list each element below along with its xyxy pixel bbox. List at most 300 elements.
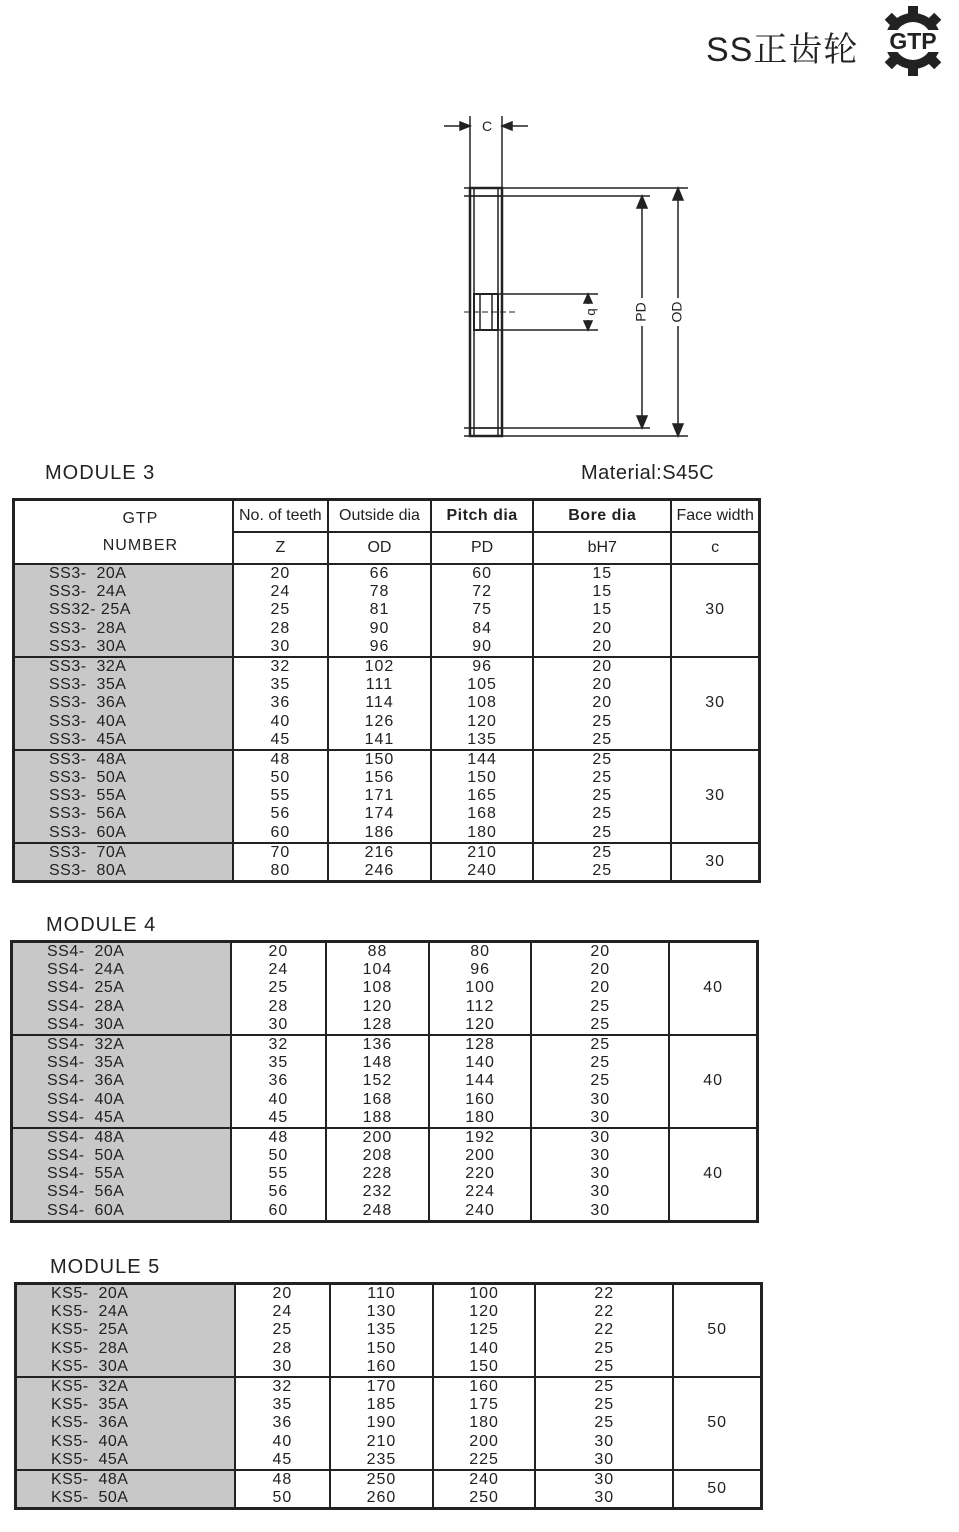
face-width-cell: 40 <box>669 942 757 1035</box>
value: 128 <box>362 1015 393 1033</box>
value: 81 <box>369 601 390 619</box>
value: SS4- 20A <box>47 943 125 960</box>
value: 130 <box>366 1303 397 1321</box>
value: SS4- 25A <box>47 979 125 997</box>
value: 40 <box>270 712 291 730</box>
value: 20 <box>592 657 613 675</box>
value: 128 <box>465 1035 495 1053</box>
material-label: Material:S45C <box>581 462 715 484</box>
gtp-gear-logo <box>872 6 954 76</box>
value: SS3- 28A <box>49 619 127 637</box>
value: 25 <box>594 1339 615 1357</box>
value: 160 <box>366 1357 397 1375</box>
pitch-dia-cell <box>431 564 533 657</box>
value: 30 <box>590 1183 611 1201</box>
value: 30 <box>590 1165 611 1183</box>
pitch-dia-cell <box>429 942 531 1035</box>
value: 25 <box>592 823 613 841</box>
outside-dia-cell <box>330 1377 433 1470</box>
value: 180 <box>465 1108 495 1126</box>
value: KS5- 48A <box>51 1470 129 1488</box>
value: SS3- 56A <box>49 805 127 823</box>
face-width-cell: 40 <box>669 1128 757 1221</box>
value: 72 <box>472 583 492 601</box>
value: 30 <box>590 1201 611 1219</box>
group-row <box>16 1377 762 1470</box>
value: SS4- 35A <box>47 1054 125 1072</box>
value: SS4- 40A <box>47 1090 125 1108</box>
value: 45 <box>272 1450 293 1468</box>
bore-dia-cell <box>533 750 671 843</box>
dim-label-od: OD <box>668 301 685 323</box>
value: SS4- 30A <box>47 1015 125 1033</box>
value: 100 <box>469 1285 499 1302</box>
group-row <box>14 750 760 843</box>
value: 186 <box>364 823 395 841</box>
outside-dia-cell <box>326 1035 429 1128</box>
value: 225 <box>469 1450 499 1468</box>
value: 126 <box>364 712 395 730</box>
value: SS3- 50A <box>49 769 127 787</box>
value: 25 <box>592 750 613 768</box>
gtp-number-cell <box>14 564 233 657</box>
value: SS3- 20A <box>49 565 127 582</box>
value: 25 <box>590 1015 611 1033</box>
value: 240 <box>467 862 497 879</box>
outside-dia-cell <box>330 1284 433 1377</box>
value: 135 <box>467 730 497 748</box>
value: 25 <box>592 712 613 730</box>
header-teeth: No. of teeth <box>233 500 328 533</box>
value: 24 <box>272 1303 293 1321</box>
value: 250 <box>469 1489 499 1507</box>
value: 140 <box>469 1339 499 1357</box>
value: 156 <box>364 769 395 787</box>
value: 20 <box>592 676 613 694</box>
value: 188 <box>362 1108 393 1126</box>
header-bore: Bore dia <box>533 500 671 533</box>
pitch-dia-cell <box>433 1470 535 1509</box>
value: 104 <box>362 961 393 979</box>
value: 150 <box>467 769 497 787</box>
value: SS4- 60A <box>47 1201 125 1219</box>
value: 55 <box>270 787 291 805</box>
gtp-number-cell <box>12 1128 231 1221</box>
group-row <box>12 1035 758 1128</box>
header-pitch: Pitch dia <box>431 500 533 533</box>
value: 25 <box>594 1414 615 1432</box>
value: 135 <box>366 1321 397 1339</box>
value: 120 <box>469 1303 499 1321</box>
value: 35 <box>268 1054 289 1072</box>
value: KS5- 30A <box>51 1357 129 1375</box>
value: SS3- 48A <box>49 750 127 768</box>
value: 24 <box>268 961 289 979</box>
value: 25 <box>590 1054 611 1072</box>
value: 20 <box>590 979 611 997</box>
pitch-dia-cell <box>431 657 533 750</box>
header-pd: PD <box>431 532 533 564</box>
value: 15 <box>592 601 613 619</box>
value: SS3- 45A <box>49 730 127 748</box>
gtp-number-cell <box>16 1377 235 1470</box>
bore-dia-cell <box>531 1128 669 1221</box>
value: 148 <box>362 1054 393 1072</box>
gtp-number-cell <box>12 942 231 1035</box>
value: SS4- 36A <box>47 1072 125 1090</box>
value: 185 <box>366 1396 397 1414</box>
gtp-number-cell <box>16 1284 235 1377</box>
value: 20 <box>592 637 613 655</box>
value: 90 <box>369 619 390 637</box>
value: 210 <box>366 1432 397 1450</box>
value: 110 <box>367 1285 396 1302</box>
face-width-cell: 40 <box>669 1035 757 1128</box>
value: KS5- 20A <box>51 1285 129 1302</box>
value: SS3- 70A <box>49 843 127 861</box>
value: 36 <box>270 694 291 712</box>
value: 66 <box>369 565 390 582</box>
value: 246 <box>364 862 395 879</box>
value: 125 <box>469 1321 499 1339</box>
group-row <box>14 843 760 882</box>
face-width-cell: 30 <box>671 843 759 882</box>
face-width-cell: 50 <box>673 1377 761 1470</box>
value: 30 <box>590 1128 611 1146</box>
value: SS4- 55A <box>47 1165 125 1183</box>
value: 232 <box>362 1183 393 1201</box>
gtp-number-cell <box>12 1035 231 1128</box>
value: 165 <box>467 787 497 805</box>
value: 15 <box>592 565 613 582</box>
value: 30 <box>270 637 291 655</box>
value: 105 <box>467 676 497 694</box>
header-z: Z <box>233 532 328 564</box>
value: 112 <box>465 997 495 1015</box>
value: 25 <box>590 997 611 1015</box>
value: 200 <box>362 1128 393 1146</box>
outside-dia-cell <box>326 1128 429 1221</box>
value: 75 <box>472 601 492 619</box>
value: 102 <box>364 657 395 675</box>
module-4-label: MODULE 4 <box>46 914 157 936</box>
value: 168 <box>362 1090 393 1108</box>
value: 260 <box>366 1489 397 1507</box>
value: 25 <box>594 1357 615 1375</box>
value: 25 <box>592 862 613 879</box>
value: 140 <box>465 1054 495 1072</box>
value: SS4- 50A <box>47 1147 125 1165</box>
outside-dia-cell <box>328 564 431 657</box>
value: SS4- 56A <box>47 1183 125 1201</box>
header-od: OD <box>328 532 431 564</box>
gtp-number-cell <box>14 750 233 843</box>
value: 20 <box>592 694 613 712</box>
value: 48 <box>272 1470 293 1488</box>
value: 240 <box>469 1470 499 1488</box>
teeth-cell <box>233 564 328 657</box>
bore-dia-cell <box>533 564 671 657</box>
teeth-cell <box>231 1128 326 1221</box>
value: 90 <box>472 637 492 655</box>
value: KS5- 40A <box>51 1432 129 1450</box>
value: 144 <box>465 1072 495 1090</box>
value: SS3- 80A <box>49 862 127 879</box>
dim-label-pd: PD <box>632 302 649 322</box>
value: SS3- 30A <box>49 637 127 655</box>
value: 25 <box>270 601 291 619</box>
value: 30 <box>590 1090 611 1108</box>
value: 56 <box>270 805 291 823</box>
value: 20 <box>590 943 611 960</box>
value: 25 <box>594 1377 615 1395</box>
value: 152 <box>362 1072 393 1090</box>
value: 160 <box>465 1090 495 1108</box>
value: 25 <box>592 787 613 805</box>
value: 60 <box>270 823 291 841</box>
outside-dia-cell <box>326 942 429 1035</box>
value: 30 <box>590 1108 611 1126</box>
page-title: SS正齿轮 <box>706 31 859 69</box>
pitch-dia-cell <box>433 1377 535 1470</box>
gtp-number-cell <box>14 657 233 750</box>
value: 30 <box>590 1147 611 1165</box>
value: KS5- 24A <box>51 1303 129 1321</box>
value: 136 <box>362 1035 393 1053</box>
value: 170 <box>366 1377 397 1395</box>
value: 32 <box>270 657 291 675</box>
outside-dia-cell <box>328 657 431 750</box>
value: 55 <box>268 1165 289 1183</box>
value: SS3- 36A <box>49 694 127 712</box>
value: 25 <box>272 1321 293 1339</box>
value: 28 <box>270 619 291 637</box>
value: SS4- 28A <box>47 997 125 1015</box>
value: 220 <box>465 1165 495 1183</box>
value: 70 <box>270 843 291 861</box>
value: 50 <box>270 769 291 787</box>
value: 60 <box>472 565 492 582</box>
value: 250 <box>366 1470 397 1488</box>
face-width-cell: 50 <box>673 1284 761 1377</box>
value: 28 <box>268 997 289 1015</box>
value: 45 <box>268 1108 289 1126</box>
value: 25 <box>268 979 289 997</box>
teeth-cell <box>231 1035 326 1128</box>
value: 216 <box>364 843 395 861</box>
dim-label-c: C <box>481 118 493 134</box>
group-row <box>12 942 758 1035</box>
value: 210 <box>467 843 497 861</box>
value: 120 <box>467 712 497 730</box>
value: 20 <box>272 1285 293 1302</box>
pitch-dia-cell <box>429 1035 531 1128</box>
value: 30 <box>594 1432 615 1450</box>
value: 56 <box>268 1183 289 1201</box>
value: SS3- 55A <box>49 787 127 805</box>
value: SS4- 48A <box>47 1128 125 1146</box>
value: 240 <box>465 1201 495 1219</box>
value: 45 <box>270 730 291 748</box>
group-row <box>16 1470 762 1509</box>
value: 80 <box>270 862 291 879</box>
value: 141 <box>364 730 395 748</box>
module-3-table <box>12 498 761 883</box>
value: 175 <box>469 1396 499 1414</box>
face-width-cell: 30 <box>671 750 759 843</box>
bore-dia-cell <box>535 1377 673 1470</box>
value: 25 <box>590 1035 611 1053</box>
group-row <box>12 1128 758 1221</box>
value: 200 <box>465 1147 495 1165</box>
value: 35 <box>270 676 291 694</box>
value: 100 <box>465 979 495 997</box>
teeth-cell <box>235 1377 330 1470</box>
value: SS4- 45A <box>47 1108 125 1126</box>
value: 32 <box>272 1377 293 1395</box>
value: 168 <box>467 805 497 823</box>
value: 200 <box>469 1432 499 1450</box>
group-row <box>14 657 760 750</box>
value: 15 <box>592 583 613 601</box>
value: SS3- 24A <box>49 583 127 601</box>
bore-dia-cell <box>535 1284 673 1377</box>
value: 22 <box>594 1321 615 1339</box>
value: KS5- 28A <box>51 1339 129 1357</box>
value: 150 <box>469 1357 499 1375</box>
value: 25 <box>590 1072 611 1090</box>
value: 30 <box>268 1015 289 1033</box>
value: 180 <box>469 1414 499 1432</box>
value: 25 <box>592 730 613 748</box>
value: 20 <box>270 565 291 582</box>
gtp-number-cell <box>14 843 233 882</box>
value: SS3- 35A <box>49 676 127 694</box>
bore-dia-cell <box>531 1035 669 1128</box>
teeth-cell <box>233 750 328 843</box>
value: 88 <box>367 943 388 960</box>
value: 25 <box>592 843 613 861</box>
value: 192 <box>465 1128 495 1146</box>
value: KS5- 36A <box>51 1414 129 1432</box>
group-row <box>16 1284 762 1377</box>
value: KS5- 50A <box>51 1489 129 1507</box>
value: 96 <box>369 637 390 655</box>
module-3-label: MODULE 3 <box>45 462 156 484</box>
value: SS3- 60A <box>49 823 127 841</box>
header-c: c <box>671 532 759 564</box>
module-4-table <box>10 940 759 1223</box>
value: 84 <box>472 619 492 637</box>
value: 50 <box>272 1489 293 1507</box>
outside-dia-cell <box>330 1470 433 1509</box>
value: 60 <box>268 1201 289 1219</box>
value: 150 <box>364 750 395 768</box>
pitch-dia-cell <box>431 750 533 843</box>
value: 20 <box>592 619 613 637</box>
value: KS5- 32A <box>51 1377 129 1395</box>
value: 22 <box>594 1303 615 1321</box>
value: 120 <box>362 997 393 1015</box>
value: 25 <box>592 805 613 823</box>
dim-label-b: b <box>585 308 600 316</box>
value: 224 <box>465 1183 495 1201</box>
teeth-cell <box>233 843 328 882</box>
value: 150 <box>366 1339 397 1357</box>
value: 144 <box>467 750 497 768</box>
value: 22 <box>594 1285 615 1302</box>
teeth-cell <box>235 1284 330 1377</box>
value: 108 <box>362 979 393 997</box>
value: 32 <box>268 1035 289 1053</box>
value: 80 <box>470 943 490 960</box>
value: 248 <box>362 1201 393 1219</box>
value: 78 <box>369 583 390 601</box>
value: 174 <box>364 805 395 823</box>
header-face: Face width <box>671 500 759 533</box>
value: 235 <box>366 1450 397 1468</box>
value: 40 <box>272 1432 293 1450</box>
value: 30 <box>594 1470 615 1488</box>
teeth-cell <box>233 657 328 750</box>
value: 20 <box>590 961 611 979</box>
face-width-cell: 30 <box>671 657 759 750</box>
value: 114 <box>365 694 394 712</box>
header-bh7: bH7 <box>533 532 671 564</box>
face-width-cell: 50 <box>673 1470 761 1509</box>
gear-dimension-drawing <box>440 110 700 450</box>
brand-text: GTP <box>889 28 937 54</box>
bore-dia-cell <box>533 843 671 882</box>
header-gtp-number: GTP NUMBER <box>14 500 233 565</box>
value: 48 <box>270 750 291 768</box>
value: 28 <box>272 1339 293 1357</box>
group-row <box>14 564 760 657</box>
value: SS32- 25A <box>49 601 131 619</box>
value: 160 <box>469 1377 499 1395</box>
value: 48 <box>268 1128 289 1146</box>
value: 24 <box>270 583 291 601</box>
value: 30 <box>594 1489 615 1507</box>
value: 36 <box>268 1072 289 1090</box>
value: 20 <box>268 943 289 960</box>
value: SS3- 32A <box>49 657 127 675</box>
bore-dia-cell <box>531 942 669 1035</box>
value: KS5- 35A <box>51 1396 129 1414</box>
value: 96 <box>470 961 490 979</box>
module-5-label: MODULE 5 <box>50 1256 161 1278</box>
gtp-number-cell <box>16 1470 235 1509</box>
pitch-dia-cell <box>431 843 533 882</box>
value: 228 <box>362 1165 393 1183</box>
value: 25 <box>592 769 613 787</box>
outside-dia-cell <box>328 843 431 882</box>
value: 120 <box>465 1015 495 1033</box>
value: 50 <box>268 1147 289 1165</box>
value: 25 <box>594 1396 615 1414</box>
value: KS5- 45A <box>51 1450 129 1468</box>
outside-dia-cell <box>328 750 431 843</box>
module-5-table <box>14 1282 763 1510</box>
value: SS4- 24A <box>47 961 125 979</box>
pitch-dia-cell <box>433 1284 535 1377</box>
value: 35 <box>272 1396 293 1414</box>
teeth-cell <box>231 942 326 1035</box>
value: 30 <box>594 1450 615 1468</box>
value: 111 <box>365 676 394 694</box>
bore-dia-cell <box>533 657 671 750</box>
pitch-dia-cell <box>429 1128 531 1221</box>
